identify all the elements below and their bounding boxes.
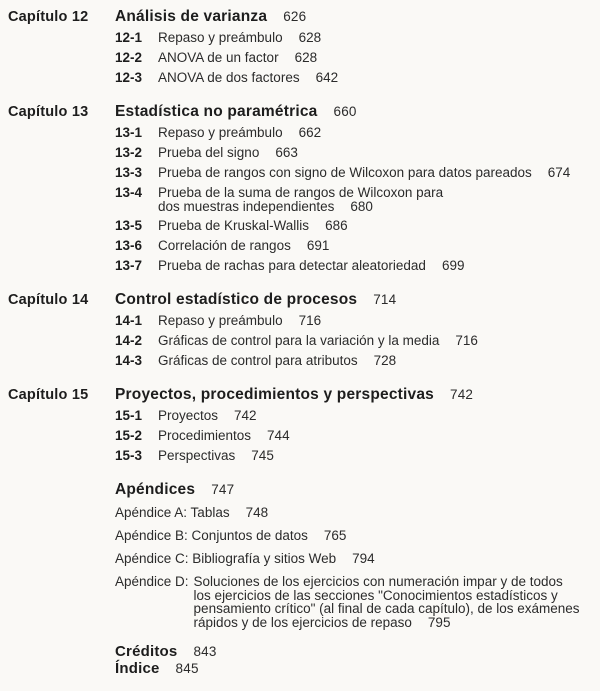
index-page: 845 xyxy=(175,660,199,676)
section-row xyxy=(115,71,592,85)
chapter-content xyxy=(115,9,592,91)
section-title: Repaso y preámbulo xyxy=(158,125,283,140)
chapter-title: Control estadístico de procesos xyxy=(115,291,358,308)
chapter-heading xyxy=(115,387,592,403)
section-page: 663 xyxy=(275,145,298,160)
section-row xyxy=(115,146,592,160)
section-page: 742 xyxy=(234,408,257,423)
section-page: 716 xyxy=(455,333,478,348)
section-page: 674 xyxy=(547,165,571,180)
chapter-title: Estadística no paramétrica xyxy=(115,103,318,120)
section-row xyxy=(115,259,592,273)
section-title: Procedimientos xyxy=(158,428,252,443)
appendices-heading xyxy=(115,482,592,498)
section-page: 680 xyxy=(350,198,373,214)
chapter-label: Capítulo 12 xyxy=(8,9,89,25)
section-page: 744 xyxy=(267,428,290,443)
section-page: 745 xyxy=(251,448,274,463)
chapter-page: 742 xyxy=(449,387,474,402)
section-title: Proyectos xyxy=(158,408,219,423)
chapter-content xyxy=(115,292,592,374)
credits-label: Créditos xyxy=(115,643,178,660)
section-number: 15-3 xyxy=(115,448,143,463)
section-number: 13-1 xyxy=(115,125,143,140)
appendix-text: Apéndice A: Tablas xyxy=(115,505,230,520)
index-row xyxy=(115,661,592,678)
section-number: 14-3 xyxy=(115,353,143,368)
section-row xyxy=(115,314,592,328)
section-title: Prueba de Kruskal-Wallis xyxy=(158,218,310,233)
section-title: Prueba del signo xyxy=(158,145,260,160)
appendix-page: 748 xyxy=(245,505,269,520)
chapter-page: 660 xyxy=(333,104,357,119)
appendix-page: 795 xyxy=(427,614,451,630)
section-row xyxy=(115,186,592,213)
footer-block xyxy=(115,644,592,677)
section-title: Perspectivas xyxy=(158,448,236,463)
chapter-label: Capítulo 13 xyxy=(8,104,89,120)
appendices-title: Apéndices xyxy=(115,481,196,498)
appendices-page: 747 xyxy=(211,482,235,497)
chapter-content xyxy=(115,387,592,469)
index-label: Índice xyxy=(115,659,160,677)
appendix-label: Apéndice D: xyxy=(115,574,189,589)
credits-page: 843 xyxy=(193,644,217,659)
section-row xyxy=(115,31,592,45)
section-row xyxy=(115,449,592,463)
section-title: ANOVA de un factor xyxy=(158,50,279,65)
section-row xyxy=(115,354,592,368)
section-number: 14-1 xyxy=(115,313,143,328)
appendix-d-text xyxy=(194,575,592,629)
chapter-block-14 xyxy=(8,292,592,374)
section-number: 12-3 xyxy=(115,70,143,85)
section-number: 13-3 xyxy=(115,165,143,180)
chapter-heading xyxy=(115,104,592,120)
section-number: 13-4 xyxy=(115,185,143,200)
credits-row xyxy=(115,644,592,661)
chapter-title: Análisis de varianza xyxy=(115,8,268,25)
section-title: ANOVA de dos factores xyxy=(158,70,300,85)
chapter-heading xyxy=(115,292,592,308)
chapter-label: Capítulo 14 xyxy=(8,292,89,308)
section-number: 14-2 xyxy=(115,333,143,348)
chapter-page: 714 xyxy=(373,292,397,307)
appendix-text: Apéndice B: Conjuntos de datos xyxy=(115,528,308,543)
section-row xyxy=(115,239,592,253)
section-title: Gráficas de control para la variación y la media xyxy=(158,333,440,348)
chapter-heading xyxy=(115,9,592,25)
section-page: 628 xyxy=(294,50,318,65)
appendix-text: Apéndice C: Bibliografía y sitios Web xyxy=(115,551,337,566)
section-title: Repaso y preámbulo xyxy=(158,30,283,45)
section-number: 13-5 xyxy=(115,218,143,233)
section-row xyxy=(115,219,592,233)
appendices-block xyxy=(115,482,592,629)
appendix-d-line: los ejercicios de las secciones "Conocimientos estadísticos y xyxy=(193,587,558,603)
appendix-page: 765 xyxy=(323,528,347,543)
section-number: 12-1 xyxy=(115,30,143,45)
section-title: Correlación de rangos xyxy=(158,238,291,253)
section-page: 716 xyxy=(298,313,322,328)
section-row xyxy=(115,409,592,423)
section-title: Gráficas de control para atributos xyxy=(158,353,358,368)
section-row xyxy=(115,334,592,348)
section-title-line-text: dos muestras independientes xyxy=(158,198,335,214)
section-number: 13-2 xyxy=(115,145,143,160)
section-page: 728 xyxy=(373,353,397,368)
section-page: 628 xyxy=(298,30,322,45)
appendix-row xyxy=(115,552,592,566)
section-row xyxy=(115,166,592,180)
appendix-row xyxy=(115,506,592,520)
chapter-block-13 xyxy=(8,104,592,279)
section-title-multiline xyxy=(158,186,443,213)
section-page: 662 xyxy=(298,125,322,140)
appendix-d-line: pensamiento crítico" (al final de cada capítulo), de los exámenes xyxy=(193,601,580,616)
appendix-d-line: Soluciones de los ejercicios con numeración impar y de todos xyxy=(193,574,563,589)
section-title-line: Prueba de la suma de rangos de Wilcoxon para xyxy=(158,185,444,200)
section-page: 642 xyxy=(315,70,339,85)
section-row xyxy=(115,429,592,443)
chapter-content xyxy=(115,104,592,279)
chapter-page: 626 xyxy=(283,9,307,24)
appendix-d-line xyxy=(194,616,592,630)
section-row xyxy=(115,126,592,140)
section-page: 699 xyxy=(441,258,465,273)
section-number: 15-2 xyxy=(115,428,143,443)
appendix-row xyxy=(115,529,592,543)
section-number: 13-7 xyxy=(115,258,143,273)
chapter-block-12 xyxy=(8,9,592,91)
chapter-title: Proyectos, procedimientos y perspectivas xyxy=(115,386,434,403)
appendix-row-d xyxy=(115,575,592,629)
section-title: Prueba de rangos con signo de Wilcoxon para datos pareados xyxy=(158,165,532,180)
section-page: 691 xyxy=(306,238,330,253)
section-page: 686 xyxy=(325,218,348,233)
section-title: Repaso y preámbulo xyxy=(158,313,283,328)
section-number: 13-6 xyxy=(115,238,143,253)
appendix-d-line-text: rápidos y de los ejercicios de repaso xyxy=(193,614,412,630)
appendix-page: 794 xyxy=(352,551,375,566)
chapter-label: Capítulo 15 xyxy=(8,387,89,403)
chapter-block-15 xyxy=(8,387,592,469)
section-row xyxy=(115,51,592,65)
section-title-line xyxy=(158,200,443,214)
section-number: 12-2 xyxy=(115,50,143,65)
section-number: 15-1 xyxy=(115,408,143,423)
section-title: Prueba de rachas para detectar aleatoriedad xyxy=(158,258,426,273)
